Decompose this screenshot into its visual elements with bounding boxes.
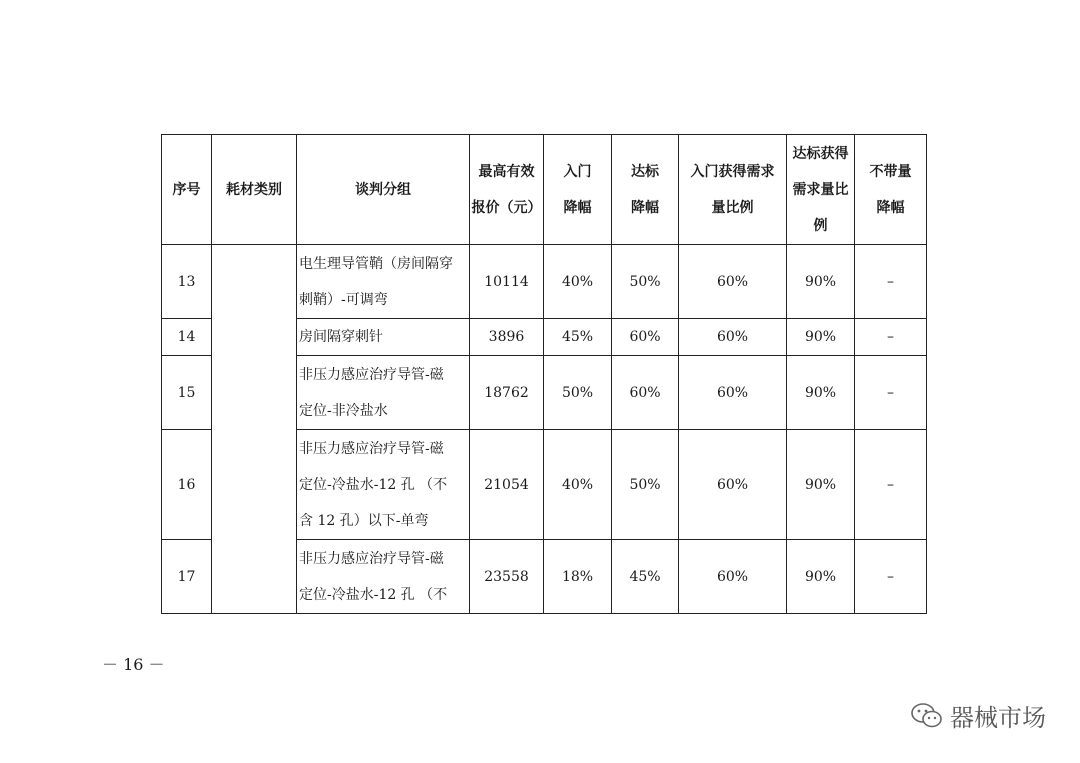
cell-entry-demand: 60%	[679, 356, 787, 430]
cell-group: 房间隔穿刺针	[297, 319, 470, 356]
cell-entry-demand: 60%	[679, 430, 787, 540]
header-entry-demand: 入门获得需求 量比例	[679, 135, 787, 245]
header-group: 谈判分组	[297, 135, 470, 245]
header-no-volume: 不带量 降幅	[855, 135, 927, 245]
cell-target: 50%	[612, 245, 679, 319]
cell-target-demand: 90%	[787, 319, 855, 356]
cell-target-demand: 90%	[787, 540, 855, 614]
negotiation-table	[161, 134, 927, 614]
cell-group: 非压力感应治疗导管-磁 定位-冷盐水-12 孔 （不 含 12 孔）以下-单弯	[297, 430, 470, 540]
wechat-icon	[910, 702, 944, 730]
watermark	[910, 698, 1046, 733]
cell-group: 非压力感应治疗导管-磁 定位-非冷盐水	[297, 356, 470, 430]
cell-group: 电生理导管鞘（房间隔穿 刺鞘）-可调弯	[297, 245, 470, 319]
cell-price: 18762	[470, 356, 544, 430]
header-seq: 序号	[162, 135, 212, 245]
cell-seq: 17	[162, 540, 212, 614]
cell-target: 60%	[612, 319, 679, 356]
cell-target-demand: 90%	[787, 430, 855, 540]
cell-entry: 50%	[544, 356, 612, 430]
cell-entry: 40%	[544, 245, 612, 319]
cell-target-demand: 90%	[787, 245, 855, 319]
header-category: 耗材类别	[212, 135, 297, 245]
header-max-price: 最高有效 报价（元）	[470, 135, 544, 245]
cell-seq: 14	[162, 319, 212, 356]
cell-entry-demand: 60%	[679, 245, 787, 319]
cell-price: 23558	[470, 540, 544, 614]
cell-seq: 15	[162, 356, 212, 430]
cell-no-volume: –	[855, 319, 927, 356]
cell-price: 10114	[470, 245, 544, 319]
cell-entry: 18%	[544, 540, 612, 614]
page-number: － 16 －	[102, 655, 165, 674]
cell-entry: 45%	[544, 319, 612, 356]
cell-target: 50%	[612, 430, 679, 540]
cell-target: 60%	[612, 356, 679, 430]
watermark-text: 器械市场	[950, 704, 1046, 732]
cell-category-merged	[212, 245, 297, 614]
cell-no-volume: –	[855, 430, 927, 540]
cell-seq: 13	[162, 245, 212, 319]
cell-target: 45%	[612, 540, 679, 614]
header-entry-reduction: 入门 降幅	[544, 135, 612, 245]
cell-entry-demand: 60%	[679, 319, 787, 356]
header-target-reduction: 达标 降幅	[612, 135, 679, 245]
cell-seq: 16	[162, 430, 212, 540]
cell-no-volume: –	[855, 356, 927, 430]
cell-entry-demand: 60%	[679, 540, 787, 614]
cell-price: 3896	[470, 319, 544, 356]
cell-entry: 40%	[544, 430, 612, 540]
header-target-demand: 达标获得 需求量比 例	[787, 135, 855, 245]
cell-price: 21054	[470, 430, 544, 540]
cell-no-volume: –	[855, 540, 927, 614]
cell-target-demand: 90%	[787, 356, 855, 430]
cell-group: 非压力感应治疗导管-磁 定位-冷盐水-12 孔 （不	[297, 540, 470, 614]
table-row	[162, 245, 927, 319]
header-row	[162, 135, 927, 245]
cell-no-volume: –	[855, 245, 927, 319]
